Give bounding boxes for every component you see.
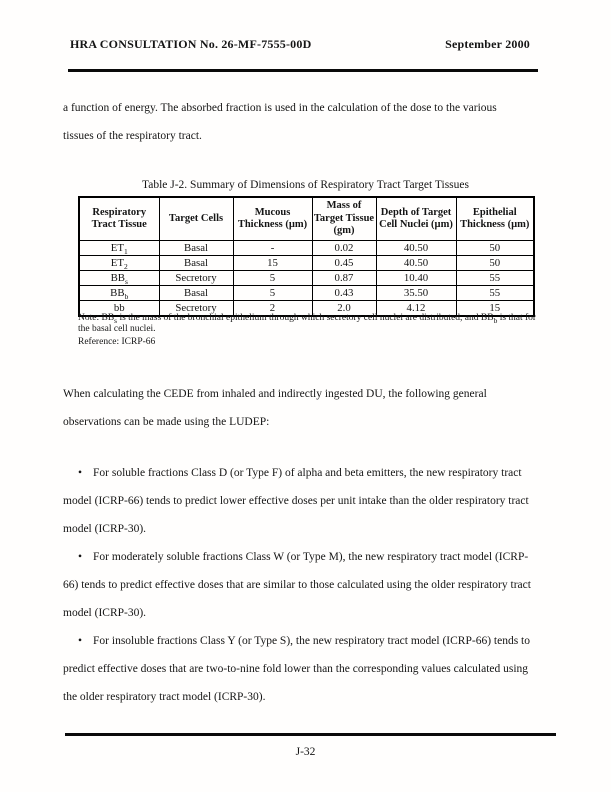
table-header-row	[79, 197, 534, 241]
bullet-item	[63, 543, 531, 627]
header-date: September 2000	[445, 37, 530, 51]
tissue-label: BB	[110, 272, 125, 284]
column-header-epithelial: Epithelial Thickness (µm)	[456, 197, 534, 241]
cell-mucous: -	[233, 241, 312, 256]
tissue-subscript: 1	[123, 247, 128, 257]
bullet-text: For soluble fractions Class D (or Type F) of alpha and beta emitters, the new respiratory tract model (ICRP-66) tends to predict lower effective doses per unit intake than the older respiratory tract model (ICRP-30).	[63, 467, 529, 535]
note-subscript: s	[114, 315, 118, 325]
header-title: HRA CONSULTATION No. 26-MF-7555-00D	[70, 37, 312, 51]
cell-epithelial: 55	[456, 271, 534, 286]
cell-epithelial: 50	[456, 256, 534, 271]
tissue-subscript: s	[124, 277, 128, 287]
cell-epithelial: 55	[456, 286, 534, 301]
tissue-label: ET	[110, 242, 124, 254]
note-text	[78, 313, 550, 335]
table-note	[78, 313, 550, 348]
table-row	[79, 256, 534, 271]
cell-depth: 4.12	[376, 301, 456, 317]
bullet-item	[63, 627, 531, 711]
cell-target-cells: Secretory	[159, 271, 233, 286]
table-caption: Table J-2. Summary of Dimensions of Respiratory Tract Target Tissues	[142, 179, 469, 191]
table-row	[79, 286, 534, 301]
note-subscript: b	[493, 315, 498, 325]
bullet-icon: •	[78, 635, 83, 647]
bullet-item	[63, 459, 531, 543]
bullet-text: For insoluble fractions Class Y (or Type S), the new respiratory tract model (ICRP-66) tends to predict effective doses that are two-to-nine fold lower than the corresponding values calculated using the older respiratory tract model (ICRP-30).	[63, 635, 530, 703]
cell-target-cells: Basal	[159, 286, 233, 301]
cell-depth: 40.50	[376, 241, 456, 256]
cell-mucous: 2	[233, 301, 312, 317]
note-segment: is the mass of the bronchial epithelium through which secretory cell nuclei are distributed, and BB	[117, 313, 494, 323]
cell-epithelial: 15	[456, 301, 534, 317]
table-reference: Reference: ICRP-66	[78, 337, 156, 347]
column-header-mucous: Mucous Thickness (µm)	[233, 197, 312, 241]
table-row	[79, 271, 534, 286]
header-rule	[68, 69, 538, 72]
cell-mass: 0.02	[312, 241, 376, 256]
cell-mucous: 5	[233, 286, 312, 301]
cell-mass: 0.45	[312, 256, 376, 271]
note-segment: Note: BB	[78, 313, 115, 323]
cell-target-cells: Basal	[159, 241, 233, 256]
cell-mass: 0.43	[312, 286, 376, 301]
dimensions-table	[78, 196, 535, 317]
cell-mucous: 15	[233, 256, 312, 271]
cell-tissue	[79, 286, 159, 301]
bullet-text: For moderately soluble fractions Class W (or Type M), the new respiratory tract model (ICRP-66) tends to predict effective doses that are similar to those calculated using the older respiratory tract model (ICRP-30).	[63, 551, 531, 619]
tissue-label: ET	[110, 257, 124, 269]
cell-tissue	[79, 256, 159, 271]
cell-tissue	[79, 241, 159, 256]
cede-paragraph: When calculating the CEDE from inhaled and indirectly ingested DU, the following general observations can be made using the LUDEP:	[63, 388, 487, 428]
bullet-icon: •	[78, 551, 83, 563]
table-row	[79, 241, 534, 256]
cell-mass: 0.87	[312, 271, 376, 286]
tissue-subscript: 2	[123, 262, 128, 272]
tissue-label: bb	[113, 302, 125, 314]
page-header	[70, 37, 530, 52]
column-header-tissue: Respiratory Tract Tissue	[79, 197, 159, 241]
cell-depth: 40.50	[376, 256, 456, 271]
cell-epithelial: 50	[456, 241, 534, 256]
cell-tissue	[79, 271, 159, 286]
cell-mass: 2.0	[312, 301, 376, 317]
cell-mucous: 5	[233, 271, 312, 286]
column-header-target-cells: Target Cells	[159, 197, 233, 241]
cell-target-cells: Secretory	[159, 301, 233, 317]
cell-target-cells: Basal	[159, 256, 233, 271]
cell-depth: 35.50	[376, 286, 456, 301]
tissue-label: BB	[110, 287, 125, 299]
note-segment: is that for the basal cell nuclei.	[78, 313, 537, 334]
page-number: J-32	[295, 746, 316, 758]
intro-paragraph: a function of energy. The absorbed fraction is used in the calculation of the dose to the various tissues of the respiratory tract.	[63, 102, 497, 142]
column-header-depth: Depth of Target Cell Nuclei (µm)	[376, 197, 456, 241]
footer-rule	[65, 733, 556, 736]
column-header-mass: Mass of Target Tissue (gm)	[312, 197, 376, 241]
tissue-subscript: b	[124, 292, 129, 302]
cell-depth: 10.40	[376, 271, 456, 286]
bullet-icon: •	[78, 467, 83, 479]
